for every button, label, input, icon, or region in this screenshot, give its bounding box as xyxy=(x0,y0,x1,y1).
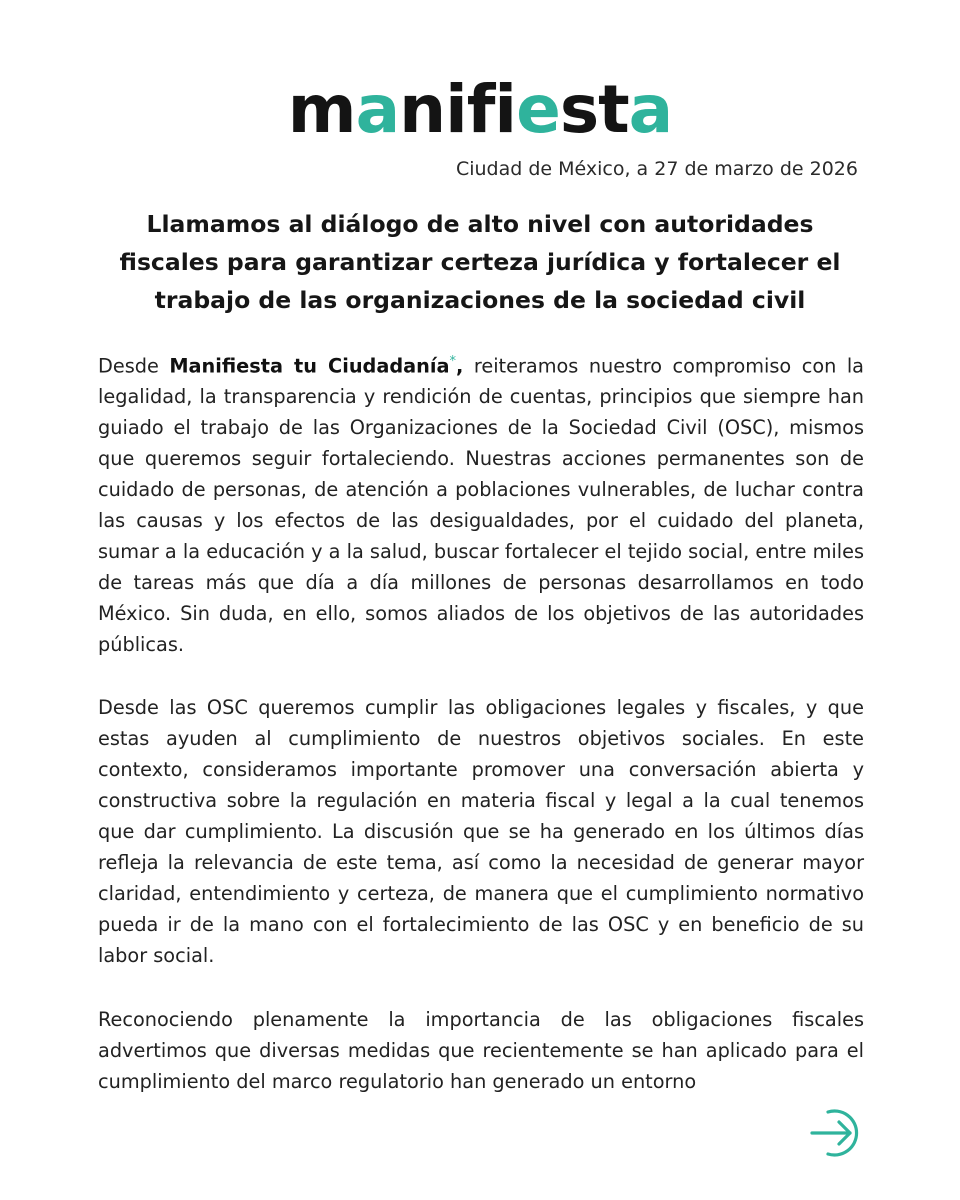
next-page-button[interactable] xyxy=(808,1104,866,1162)
paragraph-1: Desde Manifiesta tu Ciudadanía*, reiteramos nuestro compromiso con la legalidad, la transparencia y rendición de cuentas, principios que siempre han guiado el trabajo de las Organizaciones de la Sociedad Civil (OSC), mismos que queremos seguir fortaleciendo. Nuestras acciones permanentes son de cuidado de personas, de atención a poblaciones vulnerables, de luchar contra las causas y los efectos de las desigualdades, por el cuidado del planeta, sumar a la educación y a la salud, buscar fortalecer el tejido social, entre miles de tareas más que día a día millones de personas desarrollamos en todo México. Sin duda, en ello, somos aliados de los objetivos de las autoridades públicas. xyxy=(98,354,864,657)
paragraph-2: Desde las OSC queremos cumplir las obligaciones legales y fiscales, y que estas ayuden al cumplimiento de nuestros objetivos sociales. En este contexto, consideramos importante promover una conversación abierta y constructiva sobre la regulación en materia fiscal y legal a la cual tenemos que dar cumplimiento. La discusión que se ha generado en los últimos días refleja la relevancia de este tema, así como la necesidad de generar mayor claridad, entendimiento y certeza, de manera que el cumplimiento normativo pueda ir de la mano con el fortalecimiento de las OSC y en beneficio de su labor social. xyxy=(98,696,864,967)
arrow-right-circle-icon xyxy=(808,1104,866,1162)
headline: Llamamos al diálogo de alto nivel con autoridades fiscales para garantizar certeza jurídica y fortalecer el trabajo de las organizaciones de la sociedad civil xyxy=(119,210,841,314)
logo-wordmark: manifiesta xyxy=(287,71,673,148)
org-name: Manifiesta tu Ciudadanía xyxy=(169,354,450,378)
brand-logo xyxy=(0,70,960,150)
dateline: Ciudad de México, a 27 de marzo de 2026 xyxy=(455,158,858,180)
footnote-asterisk: * xyxy=(449,354,457,369)
paragraph-3: Reconociendo plenamente la importancia de las obligaciones fiscales advertimos que diversas medidas que recientemente se han aplicado para el cumplimiento del marco regulatorio han generado un entorno xyxy=(98,1008,864,1093)
